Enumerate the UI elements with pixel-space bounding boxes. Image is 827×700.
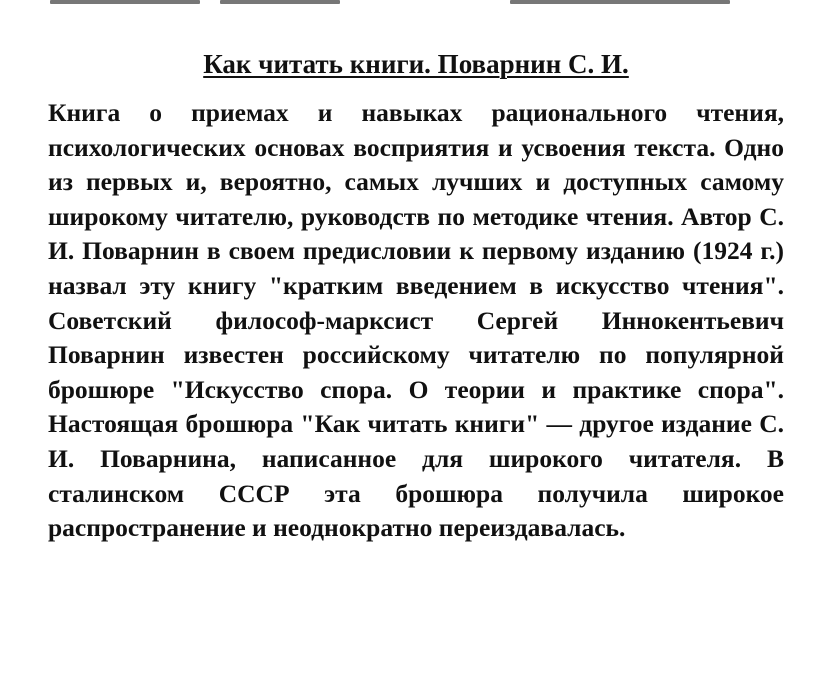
document-title: Как читать книги. Поварнин С. И. xyxy=(203,49,629,79)
cropped-previous-text xyxy=(40,0,800,6)
document-paragraph: Книга о приемах и навыках рационального чтения, психологических основах восприятия и усвоения текста. Одно из первых и, вероятно, самых лучших и доступных самому широкому читателю, руководств по методике чтения. Автор С. И. Поварнин в своем предисловии к первому изданию (1924 г.) назвал эту книгу "кратким введением в искусство чтения". Советский философ-марксист Сергей Иннокентьевич Поварнин известен российскому читателю по популярной брошюре "Искусство спора. О теории и практике спора". Настоящая брошюра "Как читать книги" — другое издание С. И. Поварнина, написанное для широкого читателя. В сталинском СССР эта брошюра получила широкое распространение и неоднократно переиздавалась. xyxy=(48,98,784,543)
document-page xyxy=(48,44,784,546)
